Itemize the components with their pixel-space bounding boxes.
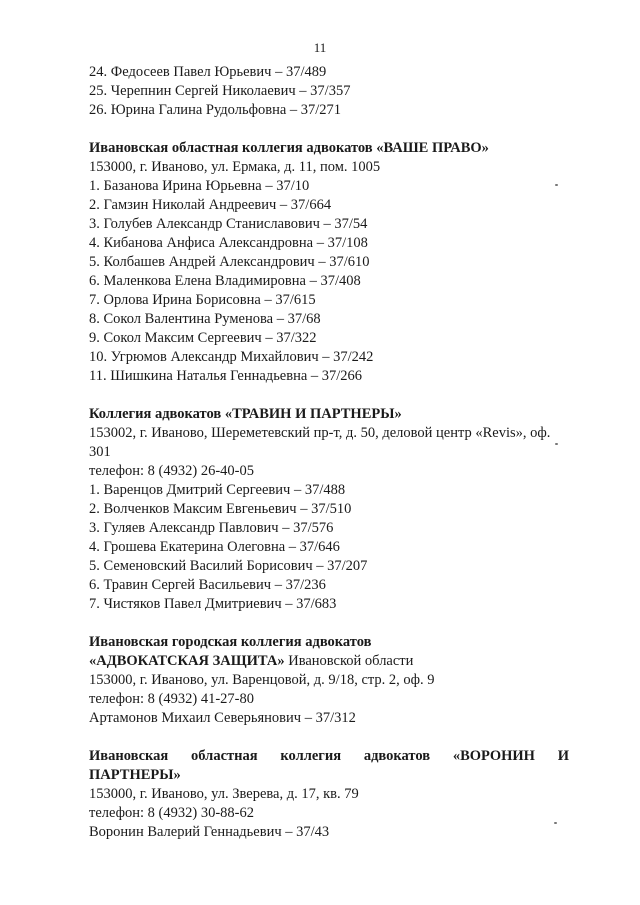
title-word: областная	[191, 748, 258, 764]
list-item: 11. Шишкина Наталья Геннадьевна – 37/266	[89, 368, 363, 384]
list-item: 5. Семеновский Василий Борисович – 37/207	[89, 558, 368, 574]
org-address: 153000, г. Иваново, ул. Варенцовой, д. 9/18, стр. 2, оф. 9	[89, 672, 435, 688]
list-item: 6. Травин Сергей Васильевич – 37/236	[89, 577, 326, 593]
list-item: 6. Маленкова Елена Владимировна – 37/408	[89, 273, 361, 289]
list-item: 5. Колбашев Андрей Александрович – 37/610	[89, 254, 370, 270]
continued-list	[89, 63, 569, 120]
org-title: Коллегия адвокатов «ТРАВИН И ПАРТНЕРЫ»	[89, 406, 402, 422]
scan-mark	[555, 184, 558, 186]
org-address: 153002, г. Иваново, Шереметевский пр-т, д. 50, деловой центр «Revis», оф. 301	[89, 425, 551, 460]
org-phone: телефон: 8 (4932) 30-88-62	[89, 805, 254, 821]
org-title-line2	[89, 652, 569, 671]
list-item: 4. Грошева Екатерина Олеговна – 37/646	[89, 539, 340, 555]
title-word: коллегия	[280, 748, 342, 764]
list-item: 25. Черепнин Сергей Николаевич – 37/357	[89, 83, 351, 99]
title-word: И	[557, 748, 569, 764]
org-phone: телефон: 8 (4932) 26-40-05	[89, 463, 254, 479]
list-item: 3. Гуляев Александр Павлович – 37/576	[89, 520, 334, 536]
org-title: Ивановская областная коллегия адвокатов «ВАШЕ ПРАВО»	[89, 140, 489, 156]
title-word: Ивановская	[89, 748, 169, 764]
title-word: «ВОРОНИН	[452, 748, 535, 764]
org-title	[89, 747, 569, 766]
org-region: Ивановской области	[284, 653, 414, 669]
org-address: 153000, г. Иваново, ул. Ермака, д. 11, пом. 1005	[89, 159, 381, 175]
list-item: 10. Угрюмов Александр Михайлович – 37/242	[89, 349, 374, 365]
list-item: 1. Базанова Ирина Юрьевна – 37/10	[89, 178, 310, 194]
list-item: 1. Варенцов Дмитрий Сергеевич – 37/488	[89, 482, 346, 498]
scan-mark	[555, 443, 558, 445]
org-name: «АДВОКАТСКАЯ ЗАЩИТА»	[89, 653, 285, 669]
document-body	[89, 63, 569, 842]
org-advokatskaya-zashchita	[89, 633, 569, 728]
list-item: 2. Волченков Максим Евгеньевич – 37/510	[89, 501, 352, 517]
list-item: 26. Юрина Галина Рудольфовна – 37/271	[89, 102, 342, 118]
org-title-line2: ПАРТНЕРЫ»	[89, 767, 181, 783]
list-item: 3. Голубев Александр Станиславович – 37/54	[89, 216, 368, 232]
list-item: 8. Сокол Валентина Руменова – 37/68	[89, 311, 321, 327]
org-title: Ивановская городская коллегия адвокатов	[89, 634, 372, 650]
list-item: 7. Орлова Ирина Борисовна – 37/615	[89, 292, 316, 308]
org-travin-partners	[89, 405, 569, 614]
scan-mark	[554, 822, 557, 824]
list-item: 2. Гамзин Николай Андреевич – 37/664	[89, 197, 332, 213]
page-number: 11	[313, 40, 327, 55]
list-item: Воронин Валерий Геннадьевич – 37/43	[89, 824, 330, 840]
list-item: 24. Федосеев Павел Юрьевич – 37/489	[89, 64, 327, 80]
list-item: Артамонов Михаил Северьянович – 37/312	[89, 710, 356, 726]
list-item: 7. Чистяков Павел Дмитриевич – 37/683	[89, 596, 337, 612]
list-item: 4. Кибанова Анфиса Александровна – 37/108	[89, 235, 368, 251]
org-vashe-pravo	[89, 139, 569, 386]
org-phone: телефон: 8 (4932) 41-27-80	[89, 691, 254, 707]
title-word: адвокатов	[363, 748, 431, 764]
list-item: 9. Сокол Максим Сергеевич – 37/322	[89, 330, 317, 346]
org-address: 153000, г. Иваново, ул. Зверева, д. 17, кв. 79	[89, 786, 359, 802]
org-voronin-partners	[89, 747, 569, 842]
